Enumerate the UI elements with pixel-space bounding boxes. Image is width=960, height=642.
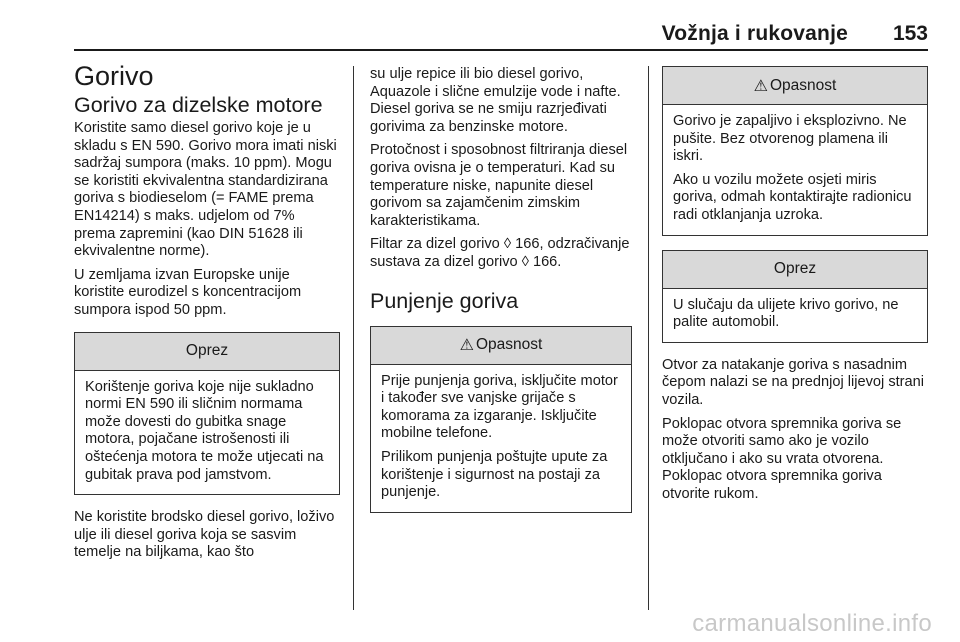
danger-title: Opasnost xyxy=(475,336,543,354)
paragraph-eurodizel: U zemljama izvan Europske unije koristite eurodizel s koncentracijom sumpora ispod 50 ppm. xyxy=(74,266,302,318)
heading-punjenje: Punjenje goriva xyxy=(370,288,519,313)
paragraph-diesel-spec: Koristite samo diesel gorivo koje je u skladu s EN 590. Gorivo mora imati niski sadržaj sumpora (maks. 10 ppm). Mogu se koristiti ekvivalentna standardizirana goriva s biodieselom (= FAME prema EN14214) s maks. udjelom od 7% prema zapremini (kao DIN 51628 ili ekvivalentne norme). xyxy=(74,120,337,260)
danger-fuel-text-2: Ako u vozilu možete osjeti miris goriva, odmah kontaktirajte radionicu radi otklanjanja uzroka. xyxy=(673,171,912,223)
caution-box xyxy=(74,332,340,496)
paragraph-no-marine: Ne koristite brodsko diesel gorivo, loživo ulje ili diesel goriva koja se sasvim temelje na biljkama, kao što xyxy=(74,509,335,561)
paragraph-filter-ref: Filtar za dizel gorivo ◊ 166, odzračivanje sustava za dizel gorivo ◊ 166. xyxy=(370,236,630,270)
page-number: 153 xyxy=(892,22,928,45)
column-1 xyxy=(74,60,340,568)
column-2 xyxy=(370,66,632,527)
section-title: Vožnja i rukovanje xyxy=(661,22,848,45)
column-3 xyxy=(662,66,928,510)
danger-fuel-text-1: Gorivo je zapaljivo i eksplozivno. Ne pušite. Bez otvorenog plamena ili iskri. xyxy=(673,113,907,165)
danger-title-bar xyxy=(371,327,631,365)
caution-text: Korištenje goriva koje nije sukladno normi EN 590 ili sličnim normama može dovesti do gubitka snage motora, pojačane istrošenosti ili oštećenja motora te može utjecati na gubitak prava pod jamstvom. xyxy=(85,378,324,483)
warning-triangle-icon: ⚠ xyxy=(753,77,768,95)
heading-gorivo: Gorivo xyxy=(74,61,154,91)
warning-triangle-icon: ⚠ xyxy=(459,337,474,355)
paragraph-filler-flap: Poklopac otvora spremnika goriva se može otvoriti samo ako je vozilo otključano i ako su vrata otvorena. Poklopac otvora spremnika goriva otvorite rukom. xyxy=(662,415,902,502)
paragraph-filler-location: Otvor za natakanje goriva s nasadnim čepom nalazi se na prednjoj lijevoj strani vozila. xyxy=(662,356,925,408)
heading-dizel: Gorivo za dizelske motore xyxy=(74,93,323,117)
page-header xyxy=(0,22,928,50)
danger-text-2: Prilikom punjenja poštujte upute za korištenje i sigurnost na postaji za punjenje. xyxy=(381,448,608,501)
caution-title-wrong-fuel: Oprez xyxy=(663,251,927,289)
paragraph-continued: su ulje repice ili bio diesel gorivo, Aquazole i slične emulzije vode i nafte. Diesel goriva se ne smiju razrjeđivati gorivima za benzinske motore. xyxy=(370,66,621,135)
danger-box xyxy=(370,326,632,513)
danger-title-fuel: Opasnost xyxy=(769,76,837,94)
caution-title: Oprez xyxy=(75,333,339,371)
caution-box-wrong-fuel xyxy=(662,250,928,343)
watermark: carmanualsonline.info xyxy=(692,610,932,637)
danger-title-bar-fuel xyxy=(663,67,927,105)
paragraph-flow: Protočnost i sposobnost filtriranja diesel goriva ovisna je o temperaturi. Kad su temperature niske, napunite diesel gorivom sa zajamčenim zimskim karakteristikama. xyxy=(370,142,628,229)
header-rule xyxy=(74,49,928,51)
caution-wrong-fuel-text: U slučaju da ulijete krivo gorivo, ne palite automobil. xyxy=(673,296,899,331)
column-divider-2 xyxy=(648,66,649,610)
danger-box-fuel xyxy=(662,66,928,236)
danger-text-1: Prije punjenja goriva, isključite motor i također sve vanjske grijače s komorama za izgaranje. Isključite mobilne telefone. xyxy=(381,372,618,442)
column-divider-1 xyxy=(353,66,354,610)
